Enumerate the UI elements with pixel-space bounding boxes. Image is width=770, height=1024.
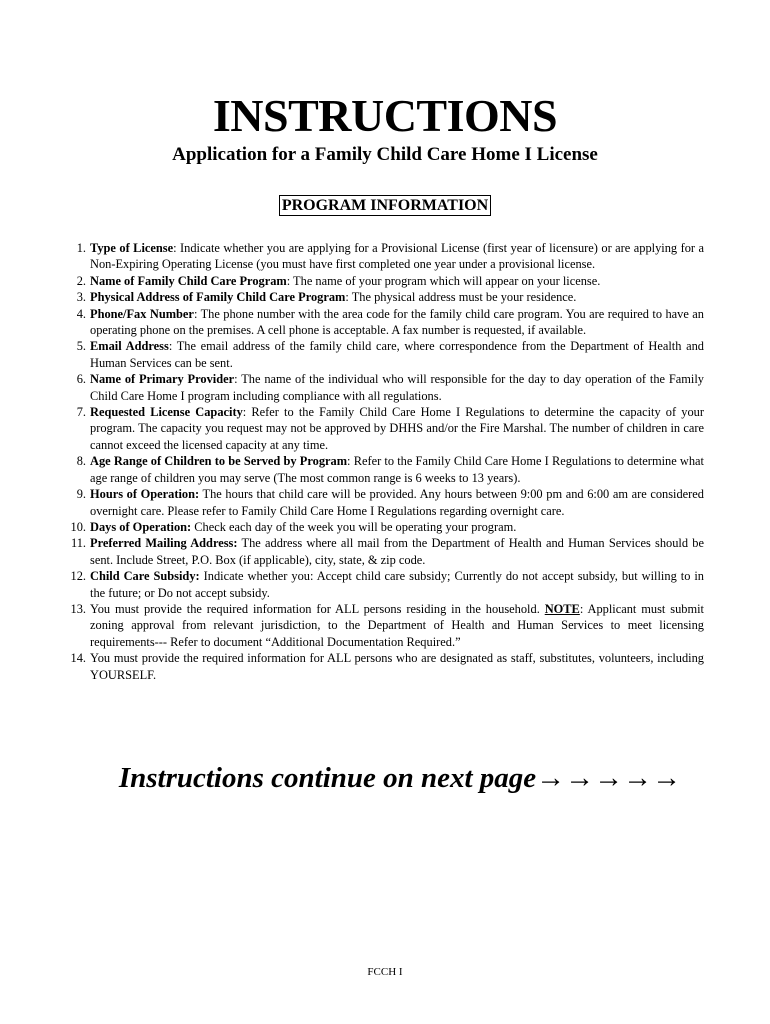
item-number: 1. [76,241,86,255]
list-item [64,338,704,371]
item-separator: : [173,241,177,255]
list-item [64,404,704,453]
item-term: Type of License [90,241,174,255]
item-number: 2. [76,273,86,288]
item-separator: : [168,339,173,354]
item-text: Check each day of the week you will be operating your program. [191,519,517,534]
item-text: Indicate whether you: Accept child care subsidy; Currently do not accept subsidy, but willing to in the future; or Do not accept subsidy. [90,569,705,600]
list-item [64,650,704,683]
item-number: 4. [76,306,86,321]
list-item [64,453,704,486]
item-term: Email Address [90,339,169,354]
item-number: 10. [70,519,86,534]
item-term: Hours of Operation: [90,487,200,502]
item-number: 11. [70,536,86,551]
list-item [64,240,704,273]
note-label: NOTE [544,601,580,616]
item-separator: : [345,290,349,305]
list-item [64,535,704,568]
item-number: 9. [76,487,86,502]
item-text: The email address of the family child care, where correspondence from the Department of Health and Human Services can be sent. [90,339,705,370]
item-number: 8. [76,454,86,469]
list-item [64,601,704,650]
item-separator: : [242,405,247,420]
item-text: The physical address must be your residence. [348,290,577,305]
item-text: You must provide the required information for ALL persons who are designated as staff, substitutes, volunteers, including YOURSELF. [90,651,704,682]
item-number: 5. [76,339,86,354]
list-item [64,371,704,404]
item-term: Requested License Capacity [90,405,243,420]
item-number: 14. [70,651,86,666]
item-text: The hours that child care will be provided. Any hours between 9:00 pm and 6:00 am are considered overnight care. Please refer to Family Child Care Home I Regulations regarding overnight care. [90,487,704,518]
item-number: 6. [76,372,86,387]
item-number: 3. [76,290,86,305]
item-term: Age Range of Children to be Served by Program [90,454,348,469]
item-term: Preferred Mailing Address: [90,536,238,551]
item-separator: : [286,273,291,288]
item-number: 13. [70,601,86,616]
document-subtitle: Application for a Family Child Care Home I License [172,144,598,165]
section-heading-container [0,195,770,216]
item-number: 7. [76,405,86,420]
item-text: : Applicant must submit zoning approval from relevant jurisdiction, to the Department of Health and Human Services to meet licensing requirements--- Refer to document “Additional Documentation Required.” [90,601,704,649]
item-separator: : [234,372,238,387]
list-item [64,289,704,305]
item-text: The address where all mail from the Department of Health and Human Services should be sent. Include Street, P.O. Box (if applicable), city, state, & zip code. [90,536,704,567]
continue-note: Instructions continue on next page→→→→→ [118,762,682,794]
list-item [64,519,704,535]
item-term: Days of Operation: [90,519,192,534]
list-item [64,486,704,519]
item-text: The name of your program which will appear on your license. [290,273,601,288]
section-heading: PROGRAM INFORMATION [279,195,491,216]
item-text: Indicate whether you are applying for a Provisional License (first year of licensure) or are applying for a Non-Expiring Operating License (you must have first completed one year under a provisional license. [90,241,704,272]
item-term: Physical Address of Family Child Care Program [90,290,346,305]
page-footer: FCCH I [367,966,403,978]
item-separator: : [193,306,198,321]
list-item [64,273,704,289]
item-term: Phone/Fax Number [90,306,194,321]
item-lead-text: You must provide the required information for ALL persons residing in the household. [90,601,545,616]
item-text: The phone number with the area code for the family child care program. You are required to have an operating phone on the premises. A cell phone is acceptable. A fax number is requested, if available. [90,306,704,338]
item-number: 12. [70,569,86,584]
list-item [64,568,704,601]
document-title: INSTRUCTIONS [212,90,558,141]
item-term: Name of Family Child Care Program [90,273,287,288]
item-term: Name of Primary Provider [90,372,235,387]
item-text: Refer to the Family Child Care Home I Regulations to determine the capacity of your program. The capacity you request may not be approved by DHHS and/or the Fire Marshal. The number of children in care cannot exceed the licensed capacity at any time. [90,405,704,452]
item-separator: : [347,454,351,469]
item-term: Child Care Subsidy: [90,569,200,584]
item-text: The name of the individual who will responsible for the day to day operation of the Family Child Care Home I program including compliance with all regulations. [90,372,704,403]
item-text: Refer to the Family Child Care Home I Regulations to determine what age range of children you may serve (The most common range is 6 weeks to 13 years). [90,454,704,485]
list-item [64,306,704,339]
instruction-list [64,240,704,683]
